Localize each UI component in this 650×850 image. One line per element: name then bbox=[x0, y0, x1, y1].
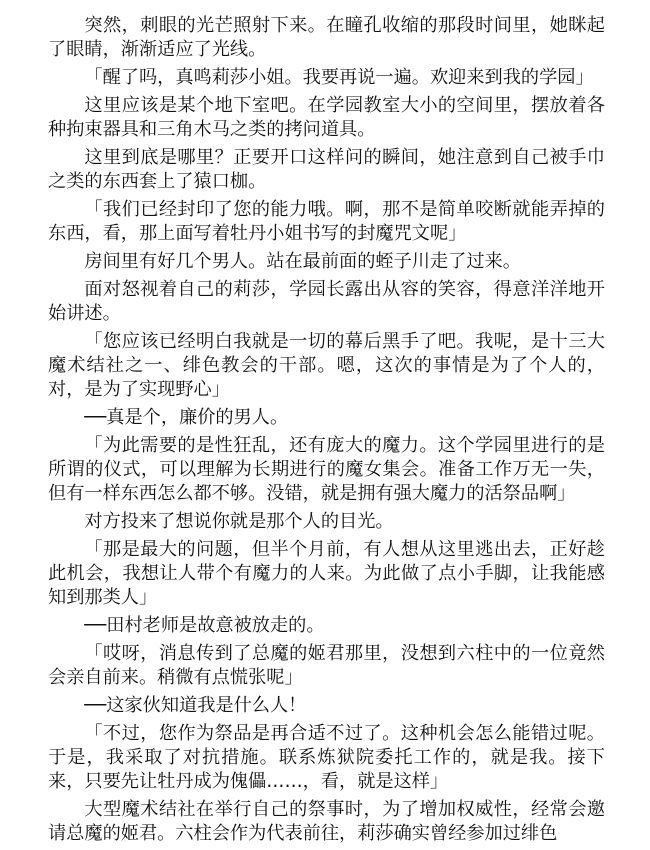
paragraph: 突然，刺眼的光芒照射下来。在瞳孔收缩的那段时间里，她眯起了眼睛，渐渐适应了光线。 bbox=[48, 15, 605, 60]
document-page bbox=[48, 14, 605, 850]
paragraph: 「不过，您作为祭品是再合适不过了。这种机会怎么能错过呢。于是，我采取了对抗措施。联系炼狱院委托工作的，就是我。接下来，只要先让牡丹成为傀儡……，看，就是这样」 bbox=[48, 723, 605, 792]
paragraph: 这里到底是哪里？正要开口这样问的瞬间，她注意到自己被手巾之类的东西套上了猿口枷。 bbox=[48, 147, 605, 192]
paragraph: 「那是最大的问题，但半个月前，有人想从这里逃出去，正好趁此机会，我想让人带个有魔力的人来。为此做了点小手脚，让我能感知到那类人」 bbox=[48, 539, 605, 608]
paragraph: 「醒了吗，真鸣莉莎小姐。我要再说一遍。欢迎来到我的学园」 bbox=[84, 67, 594, 88]
paragraph: 「您应该已经明白我就是一切的幕后黑手了吧。我呢，是十三大魔术结社之一、绯色教会的干部。嗯，这次的事情是为了个人的，对，是为了实现野心」 bbox=[48, 331, 605, 400]
paragraph: 对方投来了想说你就是那个人的目光。 bbox=[84, 511, 394, 532]
paragraph: ──这家伙知道我是什么人！ bbox=[84, 695, 307, 716]
paragraph: ──真是个，廉价的男人。 bbox=[84, 407, 289, 428]
paragraph: 这里应该是某个地下室吧。在学园教室大小的空间里，摆放着各种拘束器具和三角木马之类的拷问道具。 bbox=[48, 95, 605, 140]
paragraph: 「哎呀，消息传到了总魔的姬君那里，没想到六柱中的一位竟然会亲自前来。稍微有点慌张呢」 bbox=[48, 643, 605, 688]
paragraph: ──田村老师是故意被放走的。 bbox=[84, 615, 325, 636]
paragraph: 房间里有好几个男人。站在最前面的蛭子川走了过来。 bbox=[84, 251, 521, 272]
paragraph: 「为此需要的是性狂乱，还有庞大的魔力。这个学园里进行的是所谓的仪式，可以理解为长期进行的魔女集会。准备工作万无一失，但有一样东西怎么都不够。没错，就是拥有强大魔力的活祭品啊」 bbox=[48, 435, 605, 504]
paragraph: 「我们已经封印了您的能力哦。啊，那不是简单咬断就能弄掉的东西，看，那上面写着牡丹小姐书写的封魔咒文呢」 bbox=[48, 199, 605, 244]
paragraph: 面对怒视着自己的莉莎，学园长露出从容的笑容，得意洋洋地开始讲述。 bbox=[48, 279, 605, 324]
paragraph: 大型魔术结社在举行自己的祭事时，为了增加权威性，经常会邀请总魔的姬君。六柱会作为代表前往，莉莎确实曾经参加过绯色 bbox=[48, 799, 605, 844]
